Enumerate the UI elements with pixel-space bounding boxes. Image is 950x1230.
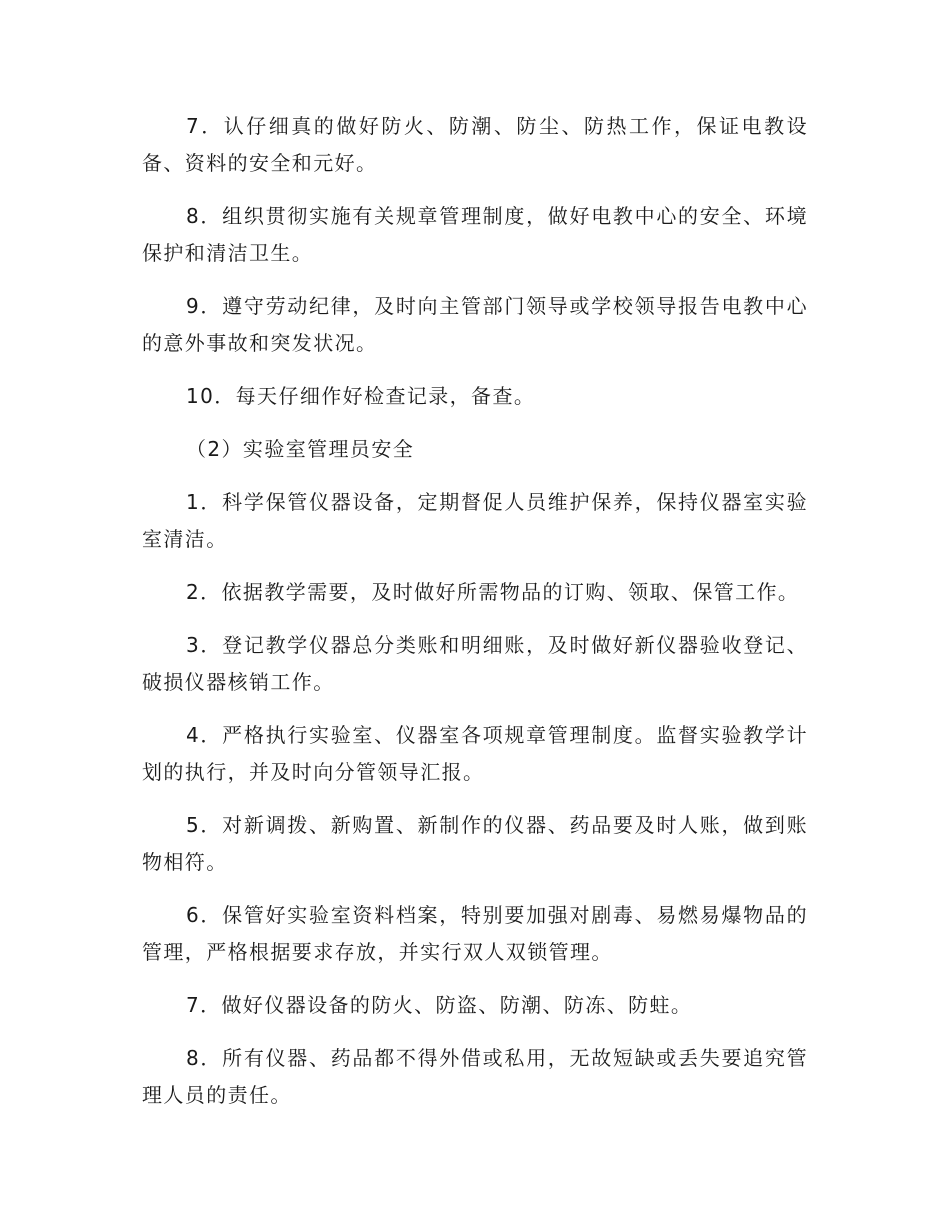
paragraph-item-9-av: 9．遵守劳动纪律，及时向主管部门领导或学校领导报告电教中心的意外事故和突发状况。 (142, 294, 808, 355)
paragraph-item-7-lab: 7．做好仪器设备的防火、防盗、防潮、防冻、防蛀。 (186, 993, 693, 1017)
section-heading-lab-admin: （2）实验室管理员安全 (186, 437, 415, 461)
paragraph-item-6-lab: 6．保管好实验室资料档案，特别要加强对剧毒、易燃易爆物品的管理，严格根据要求存放，并实行双人双锁管理。 (142, 903, 808, 964)
document-body (142, 108, 808, 1130)
paragraph-item-4-lab: 4．严格执行实验室、仪器室各项规章管理制度。监督实验教学计划的执行，并及时向分管领导汇报。 (142, 723, 808, 784)
paragraph-item-8-av: 8．组织贯彻实施有关规章管理制度，做好电教中心的安全、环境保护和清洁卫生。 (142, 204, 808, 265)
paragraph-item-7-av: 7．认仔细真的做好防火、防潮、防尘、防热工作，保证电教设备、资料的安全和元好。 (142, 114, 808, 175)
paragraph-item-10-av: 10．每天仔细作好检查记录，备查。 (186, 384, 536, 408)
paragraph-item-8-lab: 8．所有仪器、药品都不得外借或私用，无故短缺或丢失要追究管理人员的责任。 (142, 1046, 808, 1107)
paragraph-item-1-lab: 1．科学保管仪器设备，定期督促人员维护保养，保持仪器室实验室清洁。 (142, 490, 808, 551)
paragraph-item-3-lab: 3．登记教学仪器总分类账和明细账，及时做好新仪器验收登记、破损仪器核销工作。 (142, 633, 808, 694)
paragraph-item-2-lab: 2．依据教学需要，及时做好所需物品的订购、领取、保管工作。 (186, 580, 800, 604)
paragraph-item-5-lab: 5．对新调拨、新购置、新制作的仪器、药品要及时人账，做到账物相符。 (142, 813, 808, 874)
